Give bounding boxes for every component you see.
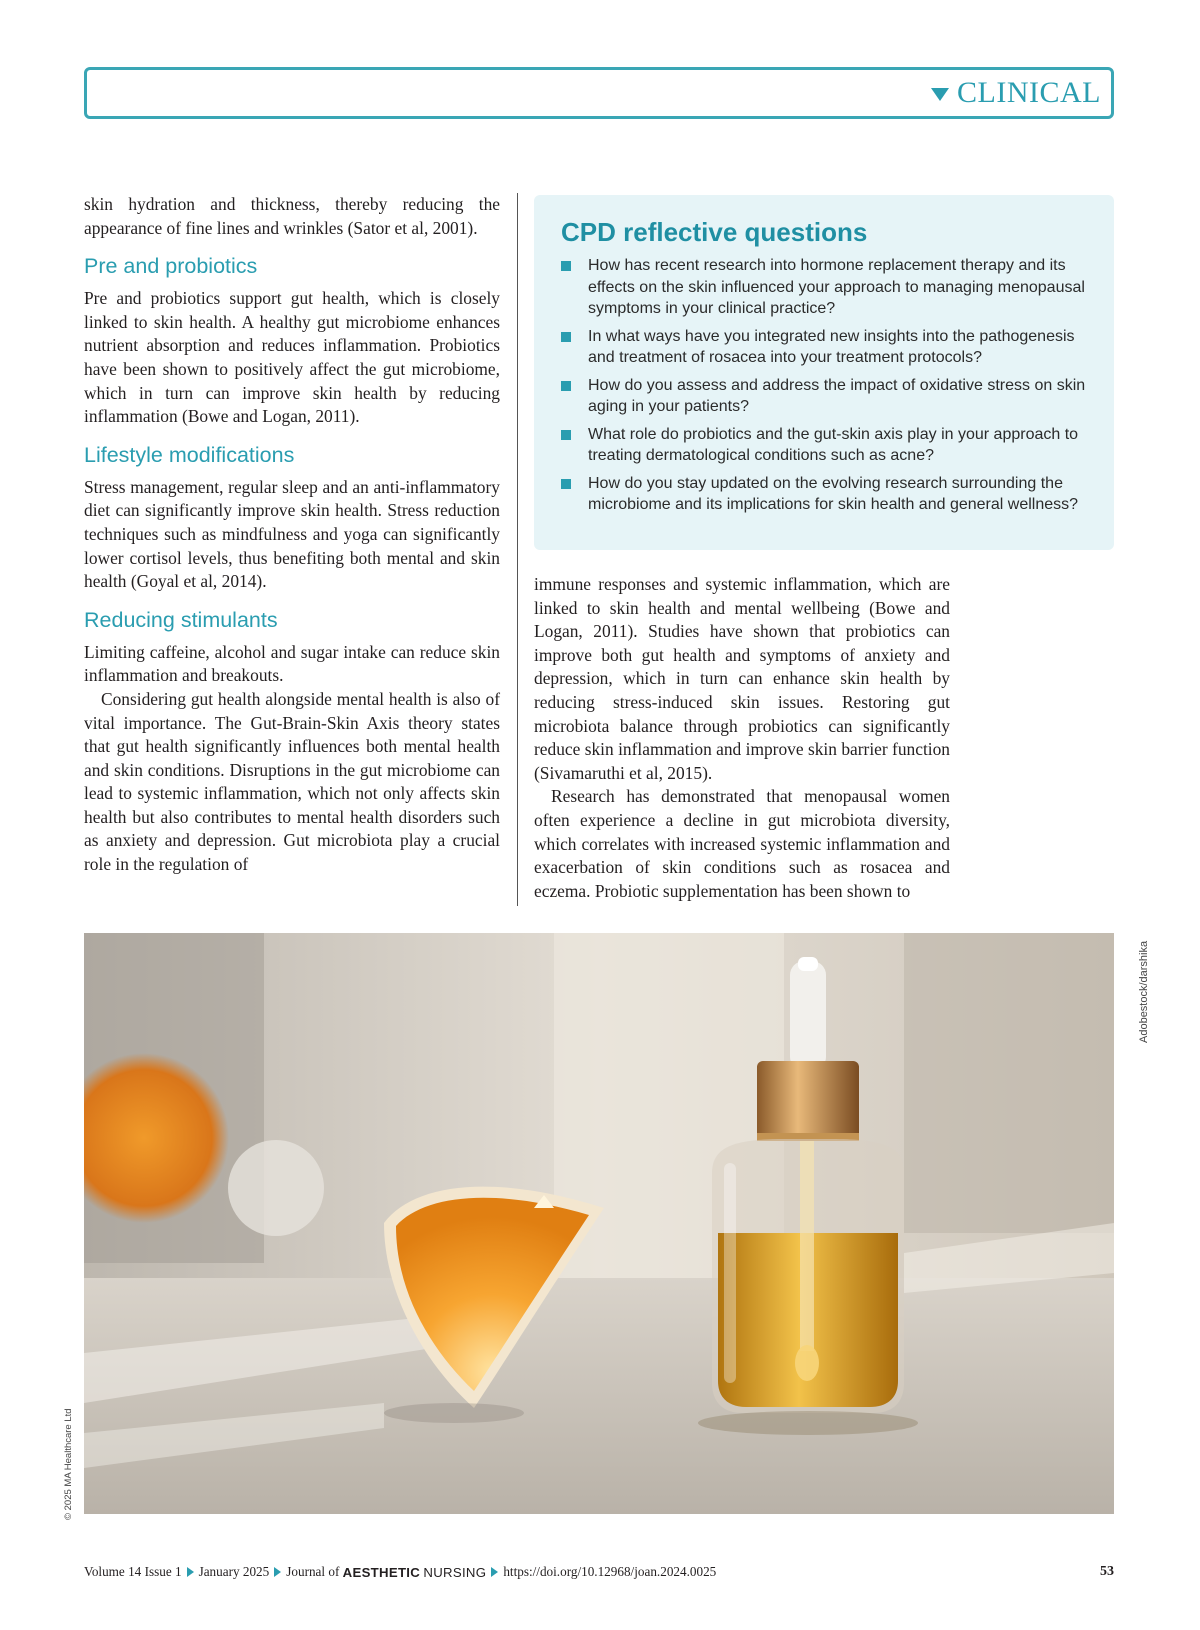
cpd-question-text: In what ways have you integrated new insights into the pathogenesis and treatment of rosacea into your treatment protocols? xyxy=(588,327,1075,366)
cpd-question xyxy=(561,375,1086,418)
footer-volume: Volume 14 Issue 1 xyxy=(84,1564,182,1579)
copyright-notice: © 2025 MA Healthcare Ltd xyxy=(63,1408,74,1520)
paragraph-lifestyle: Stress management, regular sleep and an anti-inflammatory diet can significantly improve skin health. Stress reduction techniques such as mindfulness and yoga can significantly lower cortisol levels, thus benefiting both mental and skin health (Goyal et al, 2014). xyxy=(84,476,500,592)
cpd-question xyxy=(561,326,1086,369)
footer-journal-suffix: NURSING xyxy=(423,1564,487,1580)
square-bullet-icon xyxy=(561,430,571,440)
square-bullet-icon xyxy=(561,332,571,342)
triangle-down-icon xyxy=(931,88,949,101)
cpd-title: CPD reflective questions xyxy=(561,217,868,247)
cpd-question-list xyxy=(561,255,1086,516)
square-bullet-icon xyxy=(561,381,571,391)
square-bullet-icon xyxy=(561,261,571,271)
paragraph-pre-probiotics: Pre and probiotics support gut health, which is closely linked to skin health. A healthy gut microbiome enhances nutrient absorption and reduces inflammation. Probiotics have been shown to positively affect the gut microbiome, which in turn can improve skin health by reducing inflammation (Bowe and Logan, 2011). xyxy=(84,288,500,427)
page-footer xyxy=(84,1564,1114,1580)
cpd-question-text: How has recent research into hormone replacement therapy and its effects on the skin influenced your approach to managing menopausal symptoms in your clinical practice? xyxy=(588,257,1085,317)
page-number: 53 xyxy=(1100,1564,1114,1579)
cpd-box xyxy=(534,195,1114,550)
paragraph-gut-brain-skin: Considering gut health alongside mental health is also of vital importance. The Gut-Brain-Skin Axis theory states that gut health significantly influences both mental health and skin conditions. Disruptions in the gut microbiome can lead to systemic inflammation, which not only affects skin health but also contributes to mental health disorders such as anxiety and depression. Gut microbiota play a crucial role in the regulation of xyxy=(84,688,500,875)
paragraph-stimulants: Limiting caffeine, alcohol and sugar intake can reduce skin inflammation and breakouts. xyxy=(84,641,500,686)
heading-lifestyle: Lifestyle modifications xyxy=(84,442,295,467)
heading-pre-probiotics: Pre and probiotics xyxy=(84,254,258,279)
left-column xyxy=(84,193,500,877)
cpd-question xyxy=(561,255,1086,320)
right-column xyxy=(534,573,950,903)
footer-journal-prefix: Journal of xyxy=(286,1564,340,1579)
square-bullet-icon xyxy=(561,479,571,489)
section-header-box xyxy=(84,67,1114,119)
triangle-right-icon xyxy=(274,1567,281,1577)
footer-journal-brand: AESTHETIC xyxy=(342,1564,421,1580)
triangle-right-icon xyxy=(187,1567,194,1577)
cpd-question xyxy=(561,473,1086,516)
section-label-text: CLINICAL xyxy=(957,76,1101,109)
column-divider xyxy=(517,193,518,906)
cpd-question-text: What role do probiotics and the gut-skin axis play in your approach to treating dermatological conditions such as acne? xyxy=(588,425,1079,464)
photo-credit: Adobestock/darshika xyxy=(1138,940,1150,1043)
cpd-question-text: How do you assess and address the impact of oxidative stress on skin aging in your patients? xyxy=(588,376,1086,415)
paragraph-immune: immune responses and systemic inflammation, which are linked to skin health and mental wellbeing (Bowe and Logan, 2011). Studies have shown that probiotics can improve both gut health and symptoms of anxiety and depression, which in turn can enhance skin health by reducing stress-induced skin issues. Restoring gut microbiota balance through probiotics can significantly reduce skin inflammation and improve skin barrier function (Sivamaruthi et al, 2015). xyxy=(534,574,950,783)
triangle-right-icon xyxy=(491,1567,498,1577)
heading-stimulants: Reducing stimulants xyxy=(84,607,278,632)
footer-date: January 2025 xyxy=(198,1564,270,1579)
intro-paragraph: skin hydration and thickness, thereby reducing the appearance of fine lines and wrinkles (Sator et al, 2001). xyxy=(84,194,500,238)
serum-orange-illustration xyxy=(84,933,1114,1514)
section-label xyxy=(931,76,1101,110)
product-photo xyxy=(84,933,1114,1514)
cpd-question xyxy=(561,424,1086,467)
paragraph-menopausal: Research has demonstrated that menopausal women often experience a decline in gut microbiota diversity, which correlates with increased systemic inflammation and exacerbation of skin conditions such as rosacea and eczema. Probiotic supplementation has been shown to xyxy=(534,786,950,901)
cpd-question-text: How do you stay updated on the evolving research surrounding the microbiome and its implications for skin health and general wellness? xyxy=(588,474,1079,513)
footer-doi-link[interactable]: https://doi.org/10.12968/joan.2024.0025 xyxy=(503,1564,717,1579)
